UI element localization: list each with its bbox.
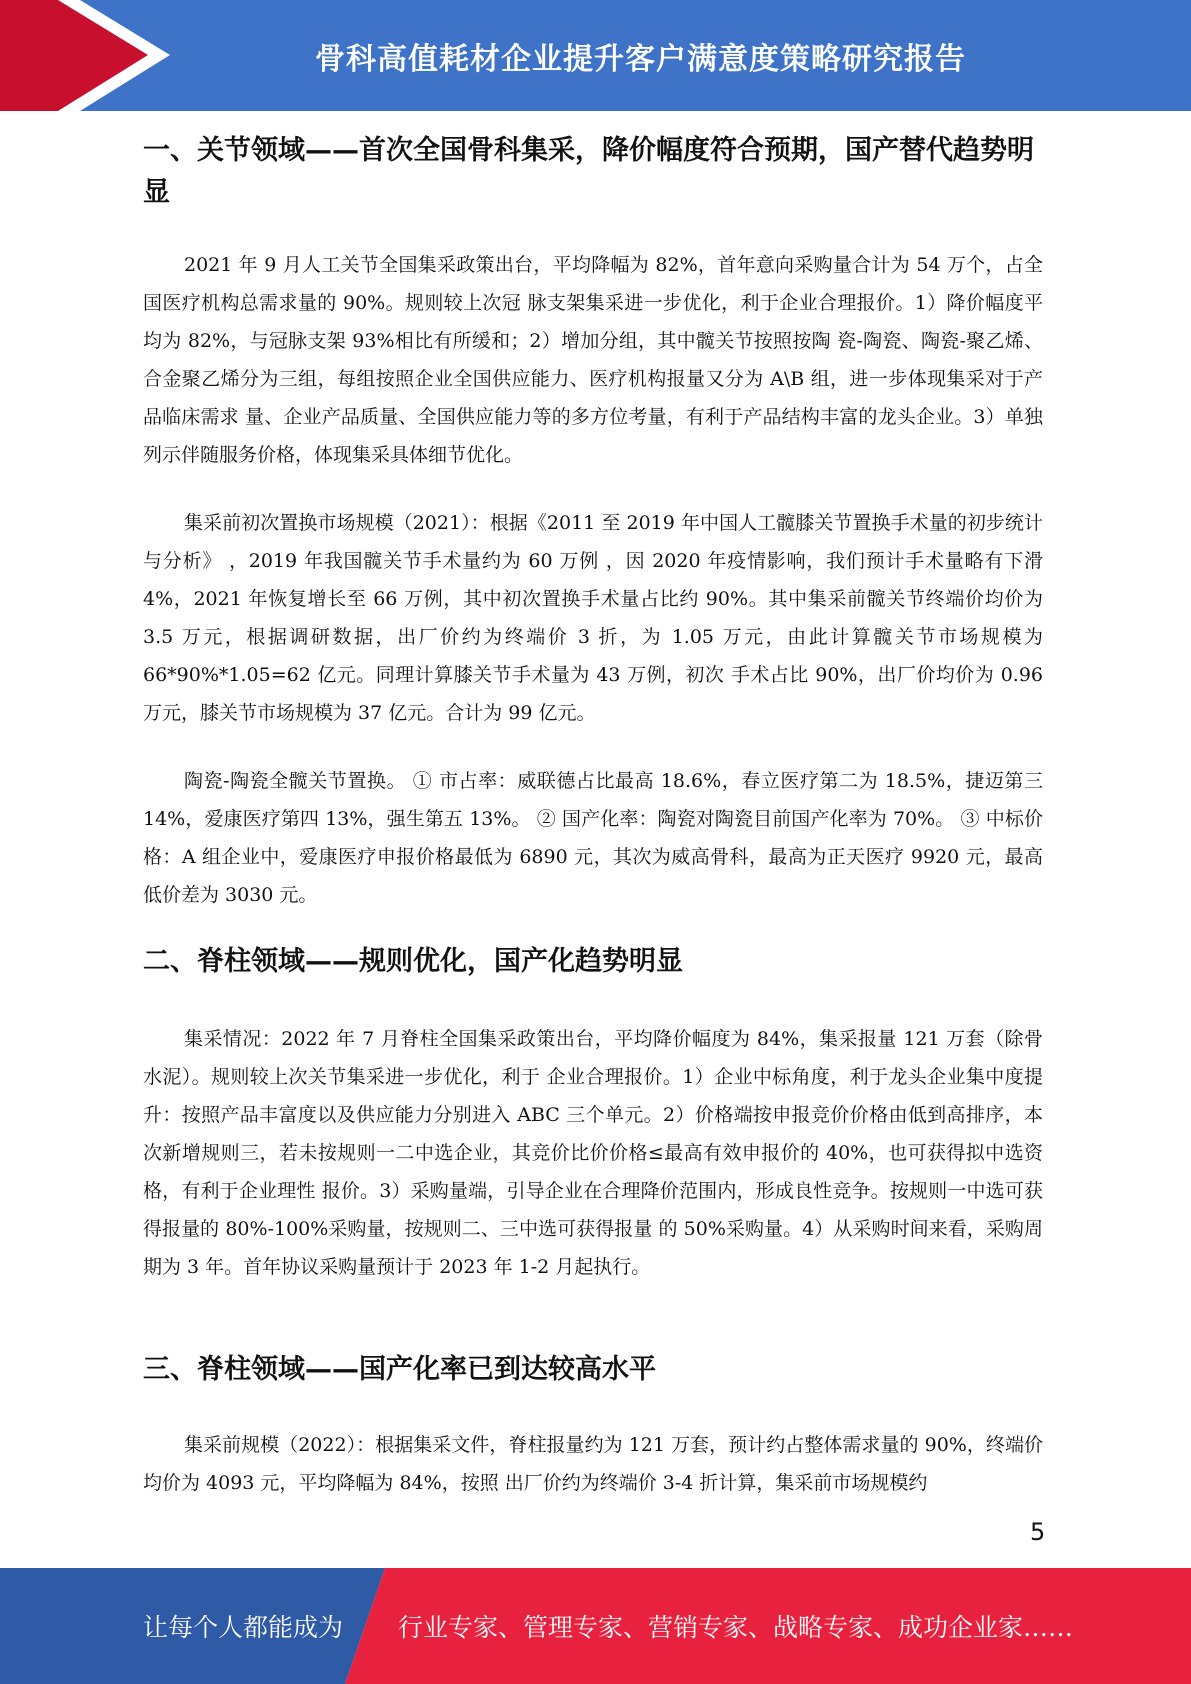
section-1-paragraph-1: 2021 年 9 月人工关节全国集采政策出台，平均降幅为 82%，首年意向采购量合计为 54 万个，占全国医疗机构总需求量的 90%。规则较上次冠 脉支架集采进一步优化，利于企业合理报价。1）降价幅度平均为 82%，与冠脉支架 93%相比有所缓和；2）增加分组，其中髋关节按照按陶 瓷-陶瓷、陶瓷-聚乙烯、合金聚乙烯分为三组，每组按照企业全国供应能力、医疗机构报量又分为 A\B 组，进一步体现集采对于产品临床需求 量、企业产品质量、全国供应能力等的多方位考量，有利于产品结构丰富的龙头企业。3）单独列示伴随服务价格，体现集采具体细节优化。	[143, 254, 1043, 466]
section-2-paragraph-1: 集采情况：2022 年 7 月脊柱全国集采政策出台，平均降价幅度为 84%，集采报量 121 万套（除骨水泥）。规则较上次关节集采进一步优化，利于 企业合理报价。1）企业中标角度，利于龙头企业集中度提升：按照产品丰富度以及供应能力分别进入 ABC 三个单元。2）价格端按申报竞价价格由低到高排序，本次新增规则三，若未按规则一二中选企业，其竞价比价价格≤最高有效申报价的 40%，也可获得拟中选资格，有利于企业理性 报价。3）采购量端，引导企业在合理降价范围内，形成良性竞争。按规则一中选可获得报量的 80%-100%采购量，按规则二、三中选可获得报量 的 50%采购量。4）从采购时间来看，采购周期为 3 年。首年协议采购量预计于 2023 年 1-2 月起执行。	[143, 1028, 1043, 1278]
footer-slogan-right: 行业专家、管理专家、营销专家、战略专家、成功企业家……	[398, 1613, 1074, 1642]
section-3-paragraph-1: 集采前规模（2022）：根据集采文件，脊柱报量约为 121 万套，预计约占整体需求量的 90%，终端价均价为 4093 元，平均降幅为 84%，按照 出厂价约为终端价 3-4 折计算，集采前市场规模约	[143, 1434, 1043, 1494]
section-3-heading: 三、脊柱领域——国产化率已到达较高水平	[143, 1354, 656, 1385]
footer-slogan-left: 让每个人都能成为	[143, 1613, 344, 1642]
section-1-paragraph-3: 陶瓷-陶瓷全髋关节置换。 ① 市占率：威联德占比最高 18.6%，春立医疗第二为 18.5%，捷迈第三 14%，爱康医疗第四 13%，强生第五 13%。 ② 国产化率：陶瓷对陶瓷目前国产化率为 70%。 ③ 中标价格：A 组企业中，爱康医疗申报价格最低为 6890 元，其次为威高骨科，最高为正天医疗 9920 元，最高低价差为 3030 元。	[143, 770, 1043, 906]
section-2-heading: 二、脊柱领域——规则优化，国产化趋势明显	[143, 946, 683, 977]
page-number: 5	[1030, 1518, 1046, 1546]
report-title: 骨科高值耗材企业提升客户满意度策略研究报告	[315, 41, 966, 77]
section-1-heading: 一、关节领域——首次全国骨科集采，降价幅度符合预期，国产替代趋势明显	[143, 135, 1034, 208]
page-header	[0, 0, 1191, 111]
page-footer	[0, 1568, 1191, 1684]
section-1-paragraph-2: 集采前初次置换市场规模（2021）：根据《2011 至 2019 年中国人工髋膝关节置换手术量的初步统计与分析》 ，2019 年我国髋关节手术量约为 60 万例 ，因 2020 年疫情影响，我们预计手术量略有下滑 4%，2021 年恢复增长至 66 万例，其中初次置换手术量占比约 90%。其中集采前髋关节终端价均价为 3.5 万元，根据调研数据，出厂价约为终端价 3 折，为 1.05 万元，由此计算髋关节市场规模为 66*90%*1.05=62 亿元。同理计算膝关节手术量为 43 万例，初次 手术占比 90%，出厂价均价为 0.96 万元，膝关节市场规模为 37 亿元。合计为 99 亿元。	[143, 512, 1043, 724]
